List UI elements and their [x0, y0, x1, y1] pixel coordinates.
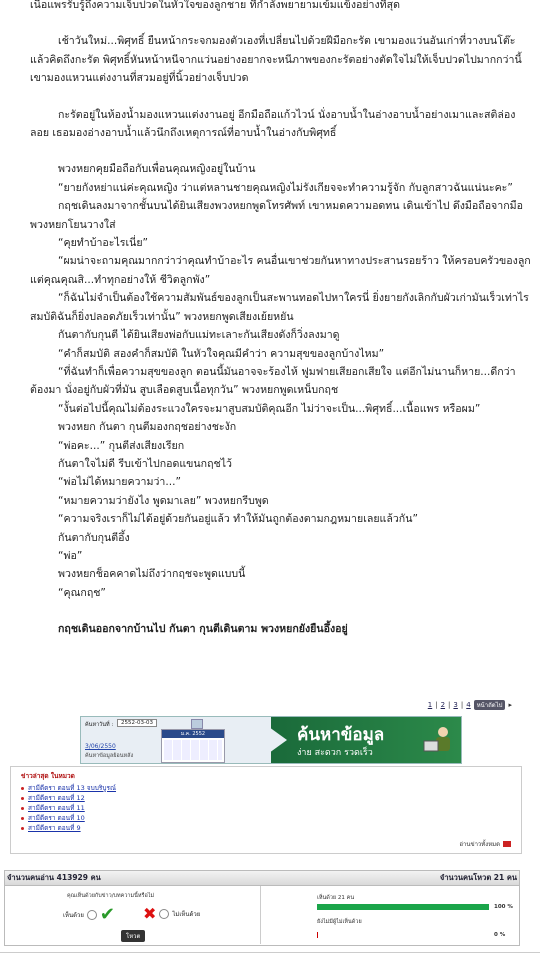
story-paragraph: พวงหยกช็อคคาดไม่ถึงว่ากฤชจะพูดแบบนี้: [58, 568, 246, 581]
list-item[interactable]: [21, 783, 521, 793]
calendar-grid[interactable]: [164, 740, 222, 760]
news-link[interactable]: สามีตีตรา ตอนที่ 9: [28, 824, 81, 832]
story-paragraph: “หมายความว่ายังไง พูดมาเลย” พวงหยกรีบพูด: [58, 494, 269, 507]
story-paragraph: “พ่อ”: [58, 549, 83, 562]
story-paragraph: “งั้นต่อไปนี้คุณไม่ต้องระแวงใครจะมาสูบสมบัติคุณอีก ไม่ว่าจะเป็น...พิศุทธิ์...เนื้อแพร หรือผม”: [58, 402, 481, 415]
story-paragraph: กฤชเดินลงมาจากชั้นบนได้ยินเสียงพวงหยกพูดโทรศัพท์ เขาหมดความอดทน เดินเข้าไป ดึงมือถือจากมือ พวงหยกโยนวางใส่: [30, 200, 523, 231]
list-item[interactable]: [21, 813, 521, 823]
pagination: 1 | 2 | 3 | 4 หน้าถัดไป ▸: [427, 701, 512, 709]
vote-question: คุณเห็นด้วยกับข่าว/บทความนี้หรือไม่: [67, 893, 155, 899]
story-paragraph: กันตาใจไม่ดี รีบเข้าไปกอดแขนกฤชไว้: [58, 457, 232, 470]
vote-panel: [4, 870, 520, 946]
story-paragraph: “ที่ฉันทำก็เพื่อความสุขของลูก ตอนนี้มันอาจจะร้องไห้ ฟูมฟายเสียอกเสียใจ แต่อีกไม่นานก็หาย...ดีกว่าต้องมา นั่งอยู่กับผัวที่มัน สูบเลือดสูบเนื้อทุกวัน” พวงหยกพูดเหน็บกฤช: [30, 365, 516, 397]
story-paragraph: กฤชเดินออกจากบ้านไป กันตา กุนตีเดินตาม พวงหยกยังยืนอึ้งอยู่: [58, 623, 348, 636]
disagree-option[interactable]: [143, 906, 200, 922]
story-paragraph: กันตากับกุนตีอึ้ง: [58, 531, 130, 544]
banner-search-label: ค้นหาวันที่ :: [85, 722, 114, 728]
story-paragraph: “คุณกฤช”: [58, 586, 106, 599]
agree-progress-track: [317, 904, 489, 910]
news-list: [11, 783, 521, 833]
footer-divider: [0, 952, 540, 953]
agree-label: เห็นด้วย: [63, 912, 84, 919]
bullet-icon: [21, 807, 24, 810]
chevron-right-icon[interactable]: ▸: [508, 701, 512, 709]
blank-line: [30, 88, 532, 106]
news-header: ข่าวล่าสุด ในหมวด: [21, 772, 75, 780]
story-paragraph: “ผมน่าจะถามคุณมากกว่าว่าคุณทำบ้าอะไร คนอื่นเขาช่วยกันหาทางประสานรอยร้าว ให้ครอบครัวของลูก แต่คุณคุณสิ...ทำทุกอย่างให้ ชีวิตลูกพัง”: [30, 255, 531, 286]
news-link[interactable]: สามีตีตรา ตอนที่ 10: [28, 814, 85, 822]
list-item[interactable]: [21, 823, 521, 833]
arrow-right-icon: [269, 727, 287, 753]
story-paragraph: “พ่อคะ...” กุนตีส่งเสียงเรียก: [58, 439, 185, 452]
story-paragraph: พวงหยก กันตา กุนตีมองกฤชอย่างชะงัก: [58, 421, 237, 434]
vote-results: [261, 886, 519, 944]
cross-icon: ✖: [143, 904, 157, 923]
story-paragraph: “พ่อไม่ได้หมายความว่า...”: [58, 476, 181, 489]
bullet-icon: [21, 797, 24, 800]
story-paragraph: “คุยทำบ้าอะไรเนี่ย”: [58, 237, 149, 250]
vote-button[interactable]: โหวต: [121, 930, 145, 942]
agree-radio[interactable]: [87, 910, 97, 920]
banner-result-date[interactable]: 3/06/2550: [85, 743, 116, 750]
vote-form: [5, 886, 261, 944]
arrow-right-icon: [503, 841, 511, 847]
story-paragraph: “คำก็สมบัติ สองคำก็สมบัติ ในหัวใจคุณมีคำว่า ความสุขของลูกบ้างไหม”: [58, 347, 385, 360]
agree-progress-fill: [317, 904, 489, 910]
voter-count: จำนวนคนโหวต 21 คน: [439, 873, 517, 882]
calendar-icon[interactable]: [191, 719, 203, 729]
disagree-progress-fill: [317, 932, 318, 938]
story-paragraph: กะรัตอยู่ในห้องน้ำมองแหวนแต่งงานอยู่ อีกมือถือแก้วไวน์ นั่งอาบน้ำในอ่างอาบน้ำอย่างเมาและสติล่องลอย เธอมองอ่างอาบน้ำแล้วนึกถึงเหตุการณ์ที่อาบน้ำในอ่างกับพิศุทธิ์: [30, 108, 516, 140]
bullet-icon: [21, 827, 24, 830]
story-body: [30, 0, 532, 639]
story-paragraph: “ยายกังหย่าแน่ค่ะคุณหญิง ว่าแต่หลานชายคุณหญิงไม่รังเกียจจะทำความรู้จัก กับลูกสาวฉันแน่นะคะ”: [58, 181, 513, 194]
list-item[interactable]: [21, 793, 521, 803]
banner-title-panel: [271, 717, 461, 763]
next-page-button[interactable]: หน้าถัดไป: [474, 700, 506, 710]
latest-news-box: [10, 766, 522, 854]
disagree-result-label: ยังไม่มีผู้ไม่เห็นด้วย: [317, 919, 362, 925]
banner-title: ค้นหาข้อมูล: [297, 725, 385, 745]
story-paragraph: พวงหยกคุยมือถือกับเพื่อนคุณหญิงอยู่ในบ้าน: [58, 163, 256, 176]
page-link-3[interactable]: 3: [453, 701, 458, 709]
calendar-month: ม.ค. 2552: [162, 730, 224, 738]
banner-calendar-panel: [81, 717, 271, 763]
calendar-popup[interactable]: [161, 729, 225, 763]
agree-option[interactable]: [63, 906, 115, 924]
agree-percent: 100 %: [494, 904, 513, 910]
news-link[interactable]: สามีตีตรา ตอนที่ 11: [28, 804, 85, 812]
story-paragraph: “ก็ฉันไม่จำเป็นต้องใช้ความสัมพันธ์ของลูกเป็นสะพานทอดไปหาใครนี่ ยิ่งยายกังเลิกกับผัวเก่ามันเร็วเท่าไร สมบัติฉันก็ยิ่งปลอดภัยเร็วเท่านั้น” พวงหยกพูดเสียงเย้ยหยัน: [30, 292, 529, 323]
stats-header: [5, 871, 519, 886]
blank-line: [30, 14, 532, 32]
list-item[interactable]: [21, 803, 521, 813]
blank-line: [30, 142, 532, 160]
story-paragraph: “ความจริงเราก็ไม่ได้อยู่ด้วยกันอยู่แล้ว ทำให้มันถูกต้องตามกฎหมายเลยแล้วกัน”: [58, 513, 418, 526]
page-link-1[interactable]: 1: [427, 701, 433, 709]
bullet-icon: [21, 817, 24, 820]
disagree-label: ไม่เห็นด้วย: [172, 911, 201, 918]
page-link-4[interactable]: 4: [466, 701, 471, 709]
checkmark-icon: ✔: [99, 904, 115, 925]
bullet-icon: [21, 787, 24, 790]
read-all-news-link[interactable]: [459, 839, 511, 849]
search-banner[interactable]: [80, 716, 462, 764]
reader-count: จำนวนคนอ่าน 413929 คน: [7, 873, 101, 882]
news-link[interactable]: สามีตีตรา ตอนที่ 12: [28, 794, 85, 802]
banner-date-input[interactable]: 2552-03-03: [117, 719, 157, 727]
read-all-label[interactable]: อ่านข่าวทั้งหมด: [459, 841, 500, 848]
disagree-radio[interactable]: [159, 909, 169, 919]
news-link[interactable]: สามีตีตรา ตอนที่ 13 จบบริบูรณ์: [28, 784, 117, 792]
agree-result-label: เห็นด้วย 21 คน: [317, 895, 355, 901]
person-computer-icon: [421, 723, 455, 757]
story-paragraph: เช้าวันใหม่...พิศุทธิ์ ยืนหน้ากระจกมองตัวเองที่เปลี่ยนไปด้วยฝีมือกะรัต เขามองแว่นอันเก่าที่วางบนโต๊ะแล้วคิดถึงกะรัต พิศุทธิ์หันหน้าหนีจากแว่นอย่างอยากจะหนีภาพของกะรัตอย่างตัดใจไม่ให้เจ็บปวดไปมากกว่านี้ เขามองแหวนแต่งงานที่สวมอยู่ที่นิ้วอย่างเจ็บปวด: [30, 35, 522, 85]
story-paragraph: เนื้อแพรรับรู้ถึงความเจ็บปวดในหัวใจของลูกชาย ที่กำลังพยายามเข้มแข็งอย่างที่สุด: [30, 0, 401, 11]
blank-line: [30, 602, 532, 620]
disagree-percent: 0 %: [494, 932, 506, 938]
page-link-2[interactable]: 2: [440, 701, 446, 709]
banner-result-desc: ค้นหาข้อมูลย้อนหลัง: [85, 753, 134, 759]
banner-subtitle: ง่าย สะดวก รวดเร็ว: [297, 748, 373, 758]
story-paragraph: กันตากับกุนตี ได้ยินเสียงพ่อกับแม่ทะเลาะกันเสียงดังก็วิ่งลงมาดู: [58, 329, 340, 342]
